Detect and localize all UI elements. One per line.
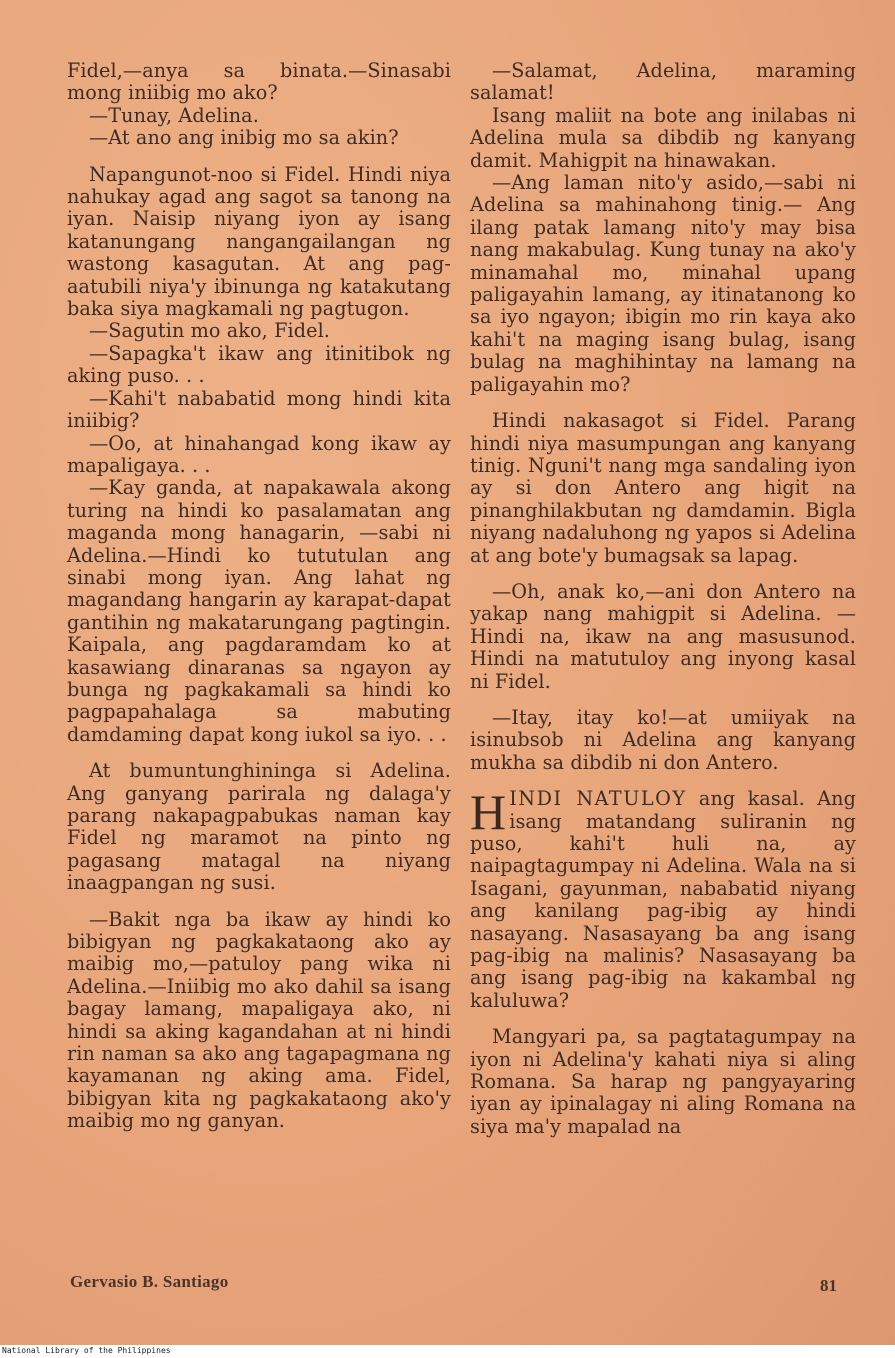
paragraph: At bumuntunghininga si Adelina. Ang ganyang parirala ng dalaga'y parang nakapagpabukas naman kay Fidel ng maramot na pinto ng pagasang matagal na niyang inaagpangan ng susi. [67, 759, 451, 895]
drop-cap: H [470, 784, 507, 841]
paragraph: Isang maliit na bote ang inilabas ni Adelina mula sa dibdib ng kanyang damit. Mahigpit na hinawakan. [470, 103, 856, 172]
lead-in-caps: INDI NATULOY [509, 787, 687, 811]
paragraph: —Sagutin mo ako, Fidel. [89, 319, 331, 343]
paragraph: —Sapagka't ikaw ang itinitibok ng aking puso. . . [67, 341, 451, 388]
paragraph: Napangunot-noo si Fidel. Hindi niya nahukay agad ang sagot sa tanong na iyan. Naisip niyang iyon ay isang katanungang nangangailangan ng wastong kasagutan. At ang pag-aatubili niya'y ibinunga ng katakutang baka siya magkamali ng pagtugon. [67, 162, 451, 321]
section-opening-paragraph [470, 784, 856, 1012]
paragraph: Hindi nakasagot si Fidel. Parang hindi niya masumpungan ang kanyang tinig. Nguni't nang mga sandaling iyon ay si don Antero ang higit na pinanghilakbutan ng damdamin. Bigla niyang nadaluhong ng yapos si Adelina at ang bote'y bumagsak sa lapag. [470, 409, 856, 567]
paragraph: —Ang laman nito'y asido,—sabi ni Adelina sa mahinahong tinig.— Ang ilang patak lamang nito'y may bisa nang makabulag. Kung tunay na ako'y minamahal mo, minahal upang paligayahin lamang, ay itinatanong ko sa iyo ngayon; ibigin mo rin kaya ako kahi't na maging isang bulag, isang bulag na maghihintay na lamang na paligayahin mo? [470, 171, 856, 396]
paragraph: —Itay, itay ko!—at umiiyak na isinubsob ni Adelina ang kanyang mukha sa dibdib ni don Antero. [470, 705, 856, 774]
paragraph: Mangyari pa, sa pagtatagumpay na iyon ni Adelina'y kahati niya si aling Romana. Sa harap ng pangyayaring iyan ay ipinalagay ni aling Romana na siya ma'y mapalad na [470, 1025, 856, 1138]
paragraph: —Salamat, Adelina, maraming salamat! [470, 59, 856, 105]
left-text-column [67, 60, 451, 1133]
author-byline: Gervasio B. Santiago [70, 1272, 229, 1291]
page-number: 81 [820, 1276, 837, 1295]
paragraph: —Tunay, Adelina. [89, 103, 259, 127]
paragraph-text: ang kasal. Ang isang matandang suliranin ng puso, kahi't huli na, ay naipagtagumpay ni Adelina. Wala na si Isagani, gayunman, nababatid niyang ang kanilang pag-ibig ay hindi nasayang. Nasasayang ba ang isang pag-ibig na malinis? Nasasayang ba ang isang pag-ibig na kakambal ng kaluluwa? [470, 787, 856, 1012]
library-credit: National Library of the Philippines [2, 1346, 171, 1355]
paragraph: —Kahi't nababatid mong hindi kita iniibig? [67, 386, 451, 433]
paragraph: —Bakit nga ba ikaw ay hindi ko bibigyan ng pagkakataong ako ay maibig mo,—patuloy pang wika ni Adelina.—Iniibig mo ako dahil sa isang bagay lamang, mapaligaya ako, ni hindi sa aking kagandahan at ni hindi rin naman sa ako ang tagapagmana ng kayamanan ng aking ama. Fidel, bibigyan kita ng pagkakataong ako'y maibig mo ng ganyan. [67, 907, 451, 1133]
paragraph: —Kay ganda, at napakawala akong turing na hindi ko pasalamatan ang maganda mong hanagarin, —sabi ni Adelina.—Hindi ko tututulan ang sinabi mong iyan. Ang lahat ng magandang hangarin ay karapat-dapat gantihin ng makatarungang pagtingin. Kaipala, ang pagdaramdam ko at kasawiang dinaranas sa ngayon ay bunga ng pagkakamali sa hindi ko pagpapahalaga sa mabuting damdaming dapat kong iukol sa iyo. . . [67, 476, 451, 746]
paragraph: —Oo, at hinahangad kong ikaw ay mapaligaya. . . [67, 431, 451, 477]
right-text-column [470, 60, 856, 1138]
paragraph: —At ano ang inibig mo sa akin? [89, 126, 399, 150]
paragraph: —Oh, anak ko,—ani don Antero na yakap nang mahigpit si Adelina. —Hindi na, ikaw na ang masusunod. Hindi na matutuloy ang inyong kasal ni Fidel. [470, 579, 856, 693]
paragraph: Fidel,—anya sa binata.—Sinasabi mong iniibig mo ako? [67, 59, 451, 105]
